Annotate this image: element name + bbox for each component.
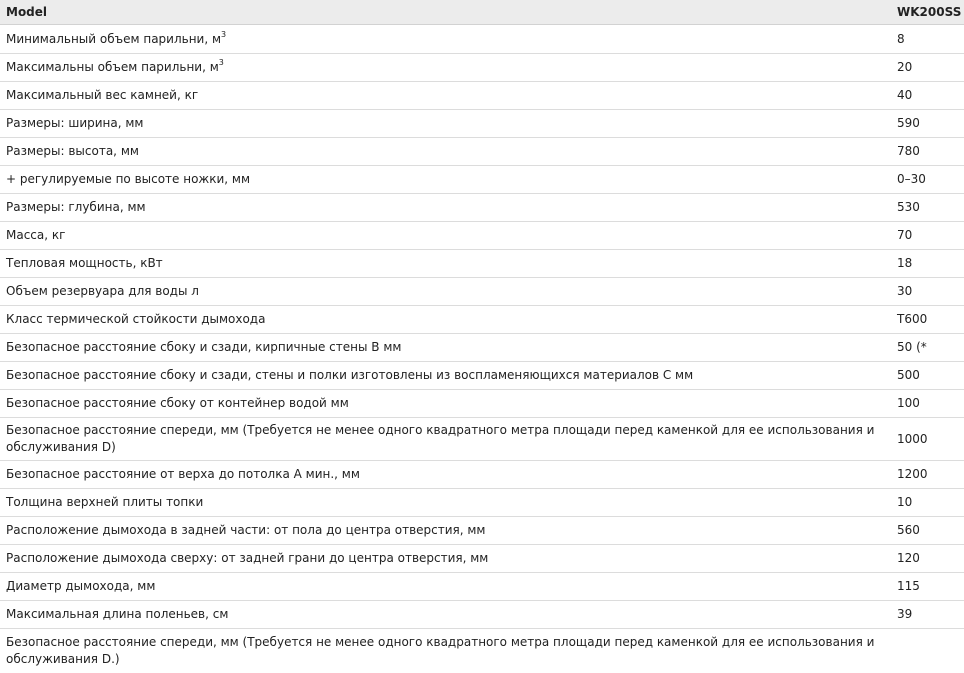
table-row	[0, 489, 964, 517]
table-row	[0, 573, 964, 601]
row-value: T600	[893, 306, 964, 334]
row-value: 39	[893, 601, 964, 629]
row-value: 20	[893, 54, 964, 82]
row-label: Безопасное расстояние сбоку и сзади, стены и полки изготовлены из воспламеняющихся материалов C мм	[0, 362, 893, 390]
row-value: 18	[893, 250, 964, 278]
row-label: Безопасное расстояние сбоку и сзади, кирпичные стены B мм	[0, 334, 893, 362]
header-model: WK200SS	[893, 0, 964, 25]
row-label	[0, 25, 893, 54]
row-value: 530	[893, 194, 964, 222]
table-row	[0, 601, 964, 629]
row-value: 115	[893, 573, 964, 601]
row-label: Размеры: глубина, мм	[0, 194, 893, 222]
table-row	[0, 306, 964, 334]
row-value: 1200	[893, 461, 964, 489]
row-value: 50 (*	[893, 334, 964, 362]
row-label: Безопасное расстояние спереди, мм (Требуется не менее одного квадратного метра площади перед каменкой для ее использования и обслуживания D.)	[0, 629, 893, 673]
row-label: + регулируемые по высоте ножки, мм	[0, 166, 893, 194]
row-label: Безопасное расстояние сбоку от контейнер водой мм	[0, 390, 893, 418]
table-row	[0, 54, 964, 82]
superscript: 3	[219, 58, 224, 67]
row-label: Тепловая мощность, кВт	[0, 250, 893, 278]
table-row	[0, 362, 964, 390]
row-value: 0–30	[893, 166, 964, 194]
row-value: 560	[893, 517, 964, 545]
row-label: Толщина верхней плиты топки	[0, 489, 893, 517]
row-value: 10	[893, 489, 964, 517]
row-value: 120	[893, 545, 964, 573]
row-value: 70	[893, 222, 964, 250]
row-value	[893, 629, 964, 673]
row-value: 8	[893, 25, 964, 54]
row-label: Максимальная длина поленьев, см	[0, 601, 893, 629]
row-value: 590	[893, 110, 964, 138]
table-row	[0, 545, 964, 573]
table-row	[0, 334, 964, 362]
table-row	[0, 194, 964, 222]
table-row	[0, 461, 964, 489]
table-row	[0, 110, 964, 138]
table-row	[0, 166, 964, 194]
row-value: 780	[893, 138, 964, 166]
row-label-text: Минимальный объем парильни, м	[6, 32, 221, 46]
row-label: Безопасное расстояние от верха до потолка A мин., мм	[0, 461, 893, 489]
row-label-text: Максимальны объем парильни, м	[6, 60, 219, 74]
row-label: Размеры: высота, мм	[0, 138, 893, 166]
table-row	[0, 278, 964, 306]
row-label: Размеры: ширина, мм	[0, 110, 893, 138]
table-row	[0, 390, 964, 418]
table-row	[0, 222, 964, 250]
table-row	[0, 250, 964, 278]
row-label: Максимальный вес камней, кг	[0, 82, 893, 110]
superscript: 3	[221, 30, 226, 39]
table-row	[0, 138, 964, 166]
row-label: Диаметр дымохода, мм	[0, 573, 893, 601]
row-value: 100	[893, 390, 964, 418]
row-label: Безопасное расстояние спереди, мм (Требуется не менее одного квадратного метра площади перед каменкой для ее использования и обслуживания D)	[0, 418, 893, 461]
header-param: Model	[0, 0, 893, 25]
table-row	[0, 629, 964, 673]
table-row	[0, 25, 964, 54]
row-value: 30	[893, 278, 964, 306]
row-label	[0, 54, 893, 82]
table-header-row	[0, 0, 964, 25]
table-row	[0, 517, 964, 545]
row-label: Объем резервуара для воды л	[0, 278, 893, 306]
row-value: 1000	[893, 418, 964, 461]
row-label: Расположение дымохода в задней части: от пола до центра отверстия, мм	[0, 517, 893, 545]
row-value: 500	[893, 362, 964, 390]
row-label: Масса, кг	[0, 222, 893, 250]
row-value: 40	[893, 82, 964, 110]
row-label: Расположение дымохода сверху: от задней грани до центра отверстия, мм	[0, 545, 893, 573]
row-label: Класс термической стойкости дымохода	[0, 306, 893, 334]
table-row	[0, 418, 964, 461]
table-row	[0, 82, 964, 110]
